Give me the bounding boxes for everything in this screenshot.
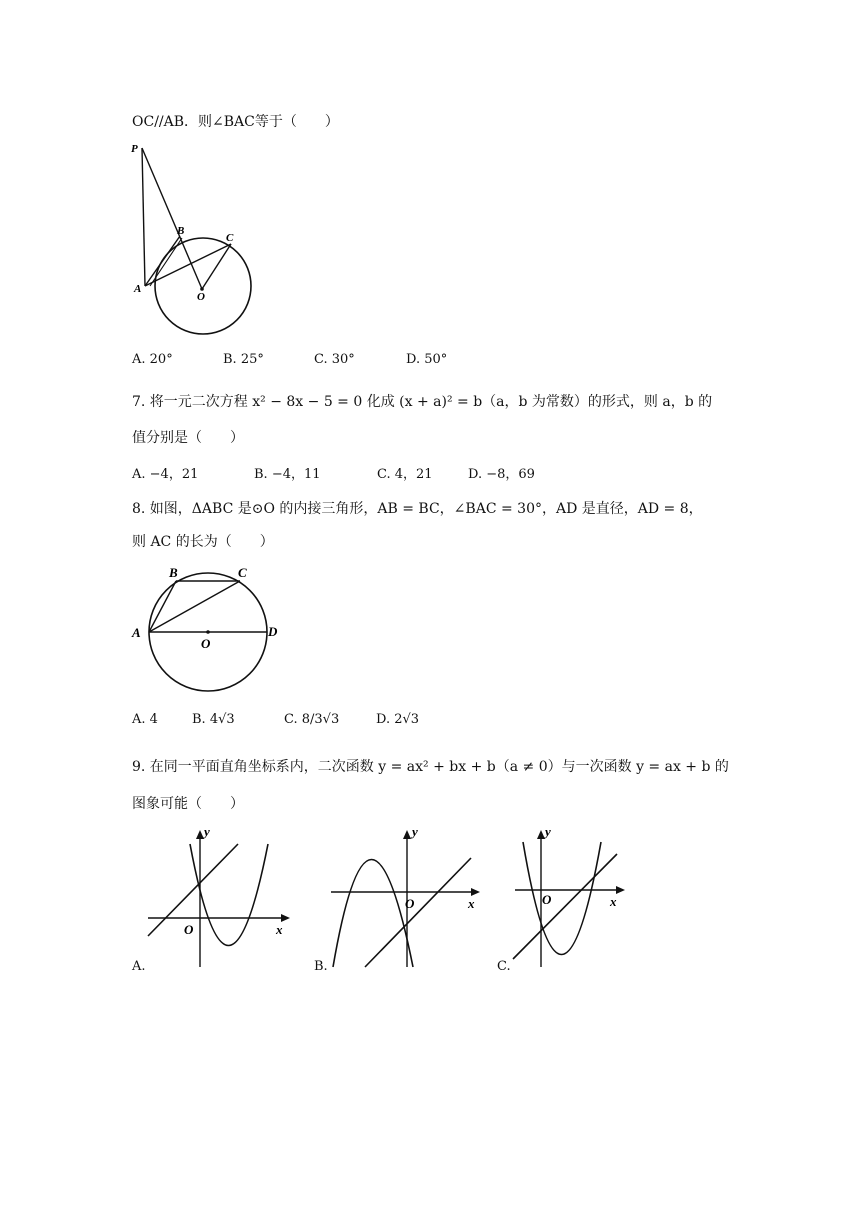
q6-segment-AB-2 xyxy=(150,238,182,286)
svg-text:O: O xyxy=(405,896,415,911)
q7-line-2: 值分别是（ ） xyxy=(132,430,244,446)
q8-label-C: C xyxy=(238,565,247,580)
q6-segment-PO xyxy=(142,148,202,289)
q6-stem-tail: OC//AB．则∠BAC等于（ ） xyxy=(132,114,339,130)
q8-option-c: C. 8/3√3 xyxy=(284,712,340,727)
q6-label-B: B xyxy=(177,225,185,237)
q8-label-B: B xyxy=(169,565,178,580)
svg-text:y: y xyxy=(545,824,551,839)
q9-option-a: A. xyxy=(132,959,146,974)
q6-label-C: C xyxy=(226,232,234,244)
q8-option-b: B. 4√3 xyxy=(192,712,235,727)
svg-text:x: x xyxy=(610,894,617,909)
q7-option-d: D. −8，69 xyxy=(468,467,535,482)
q7-option-c: C. 4，21 xyxy=(377,467,433,482)
q8-label-A: A xyxy=(132,625,141,640)
svg-text:y: y xyxy=(204,824,210,839)
q7-line-1: 7. 将一元二次方程 x² − 8x − 5 = 0 化成 (x + a)² = b（a，b 为常数）的形式，则 a，b 的 xyxy=(132,394,713,410)
q9-line-2: 图象可能（ ） xyxy=(132,796,244,812)
q8-label-O: O xyxy=(201,636,211,651)
q6-segment-AB xyxy=(145,236,180,286)
svg-text:y: y xyxy=(412,824,418,839)
q9-option-b: B. xyxy=(314,959,328,974)
q6-option-c: C. 30° xyxy=(314,352,355,367)
q9-graph-a xyxy=(140,822,300,972)
q8-figure xyxy=(128,562,288,694)
q6-segment-PA xyxy=(142,148,145,286)
q6-option-a: A. 20° xyxy=(132,352,173,367)
q9-graph-b-line xyxy=(365,858,471,967)
q9-graph-b xyxy=(325,822,490,972)
q6-figure xyxy=(128,140,268,345)
q6-option-b: B. 25° xyxy=(223,352,264,367)
q7-option-a: A. −4，21 xyxy=(132,467,199,482)
q8-label-D: D xyxy=(268,624,278,639)
q8-option-d: D. 2√3 xyxy=(376,712,420,727)
svg-text:O: O xyxy=(184,922,194,937)
q9-graph-a-parabola xyxy=(190,844,268,946)
q9-graph-b-parabola xyxy=(333,860,413,968)
q7-option-b: B. −4，11 xyxy=(254,467,321,482)
q8-line-1: 8. 如图，ΔABC 是⊙O 的内接三角形，AB = BC，∠BAC = 30°，AD 是直径，AD = 8， xyxy=(132,501,703,517)
svg-text:O: O xyxy=(542,892,552,907)
q6-label-O: O xyxy=(197,291,205,303)
svg-text:x: x xyxy=(468,896,475,911)
q9-line-1: 9. 在同一平面直角坐标系内，二次函数 y = ax² + bx + b（a ≠ 0）与一次函数 y = ax + b 的 xyxy=(132,759,729,775)
q8-option-a: A. 4 xyxy=(132,712,158,727)
q6-label-A: A xyxy=(134,283,142,295)
q6-label-P: P xyxy=(131,143,138,155)
q8-line-2: 则 AC 的长为（ ） xyxy=(132,534,274,550)
q9-option-c: C. xyxy=(497,959,511,974)
q6-circle xyxy=(155,238,251,334)
svg-text:x: x xyxy=(276,922,283,937)
q6-option-d: D. 50° xyxy=(406,352,448,367)
q9-graph-c xyxy=(505,822,635,972)
